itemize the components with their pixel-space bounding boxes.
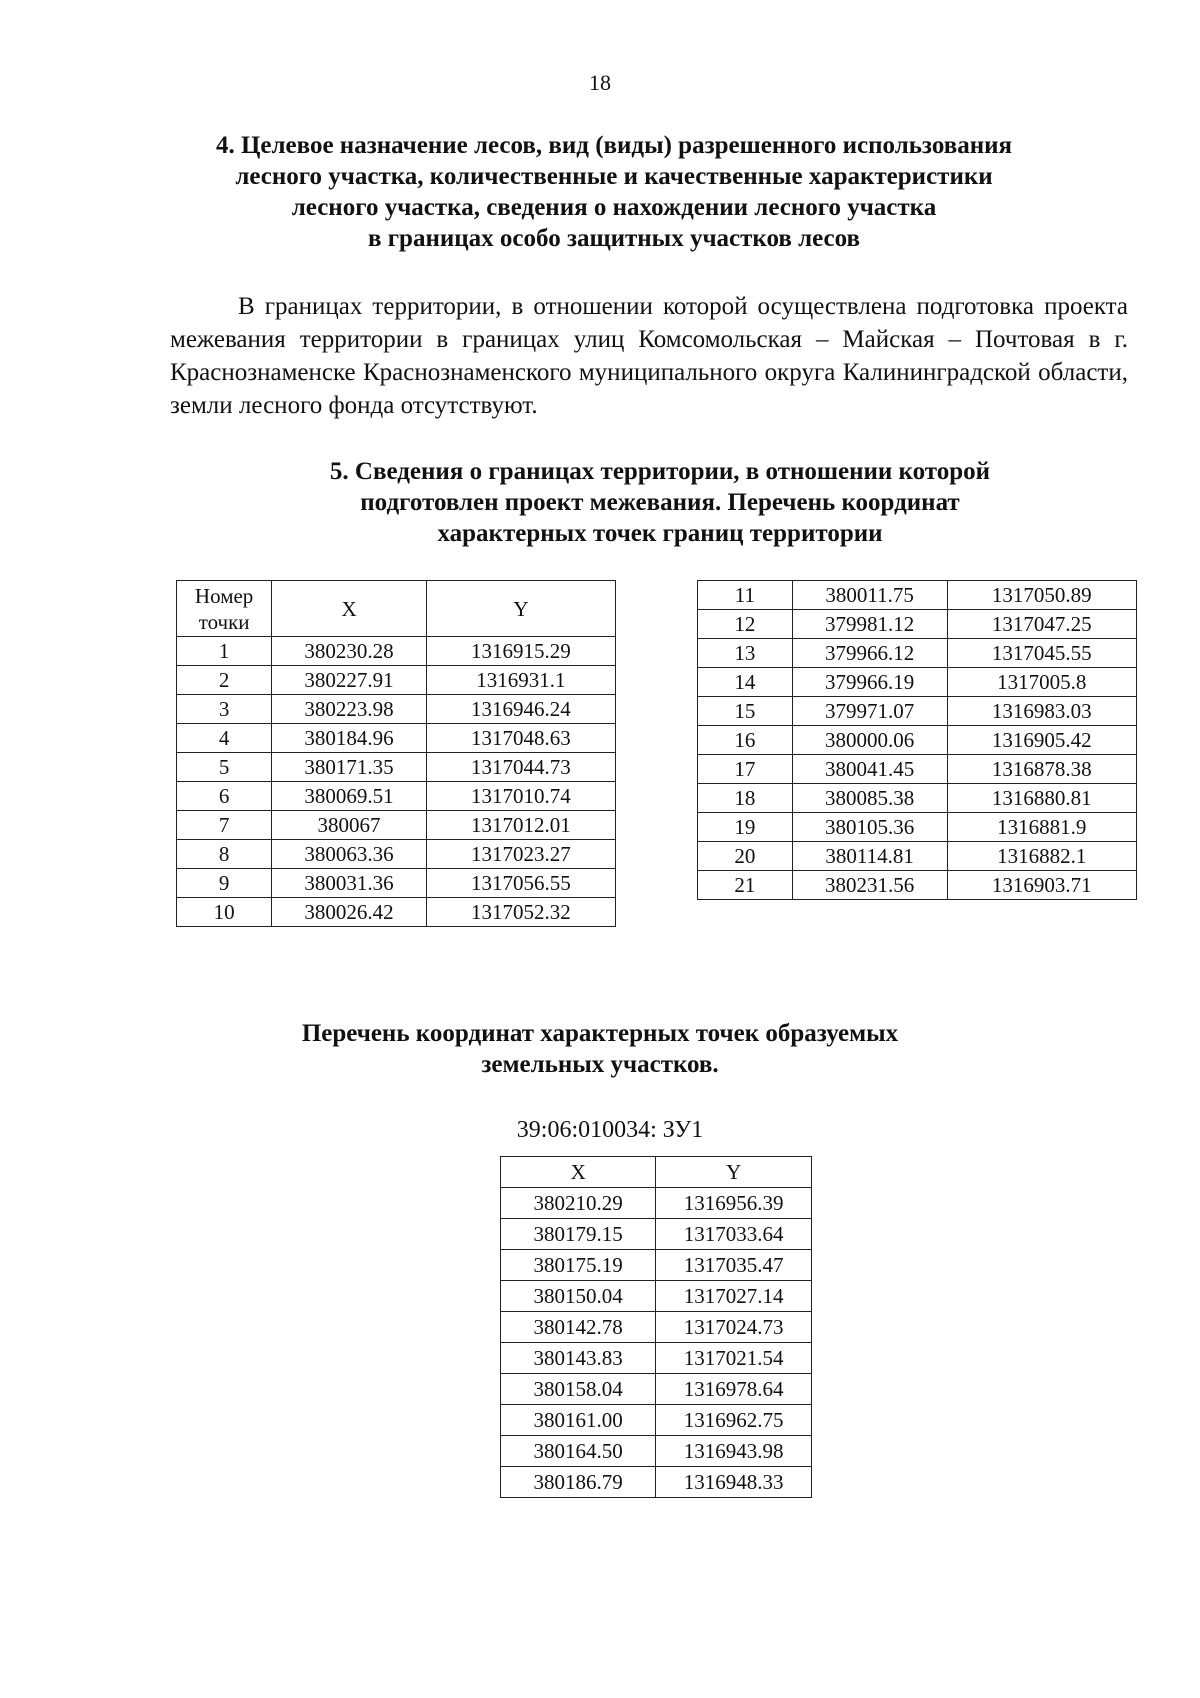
table-row xyxy=(501,1281,812,1312)
table-cell: 380150.04 xyxy=(501,1281,656,1312)
heading-line: лесного участка, сведения о нахождении лесного участка xyxy=(291,194,937,221)
table-cell: 1317048.63 xyxy=(426,724,615,753)
table-cell: 19 xyxy=(698,813,793,842)
table-cell: 379971.07 xyxy=(792,697,947,726)
table-row xyxy=(177,840,616,869)
table-row xyxy=(501,1374,812,1405)
table-cell: 1317044.73 xyxy=(426,753,615,782)
table-cell: 3 xyxy=(177,695,272,724)
heading-line: Перечень координат характерных точек образуемых xyxy=(301,1020,899,1047)
table-cell: 380011.75 xyxy=(792,581,947,610)
table-cell: 1317047.25 xyxy=(947,610,1136,639)
table-cell: 380085.38 xyxy=(792,784,947,813)
parcel-points-table xyxy=(500,1156,812,1498)
table-header-row xyxy=(177,581,616,637)
table-cell: 380161.00 xyxy=(501,1405,656,1436)
table-row xyxy=(501,1188,812,1219)
parcel-id: 39:06:010034: ЗУ1 xyxy=(516,1117,704,1143)
table-row xyxy=(698,697,1137,726)
table-cell: 11 xyxy=(698,581,793,610)
table-cell: 1317005.8 xyxy=(947,668,1136,697)
table-cell: 1317024.73 xyxy=(656,1312,812,1343)
table-cell: 1317021.54 xyxy=(656,1343,812,1374)
table-cell: 1316878.38 xyxy=(947,755,1136,784)
forest-land-paragraph: В границах территории, в отношении которой осуществлена подготовка проекта межевания территории в границах улиц Комсомольская – Майская – Почтовая в г. Краснознаменске Краснознаменского муниципального округа Калининградской области, земли лесного фонда отсутствуют. xyxy=(170,293,1128,419)
heading-line: в границах особо защитных участков лесов xyxy=(367,225,861,252)
table-cell: 380230.28 xyxy=(272,637,427,666)
heading-line: лесного участка, количественные и качественные характеристики xyxy=(235,163,993,190)
table-row xyxy=(698,610,1137,639)
table-row xyxy=(501,1250,812,1281)
table-cell: 20 xyxy=(698,842,793,871)
heading-line: 5. Сведения о границах территории, в отношении которой xyxy=(329,458,991,485)
table-cell: 380069.51 xyxy=(272,782,427,811)
table-cell: 1317012.01 xyxy=(426,811,615,840)
table-cell: 380031.36 xyxy=(272,869,427,898)
column-header-x: X xyxy=(272,581,427,637)
table-cell: 1317052.32 xyxy=(426,898,615,927)
column-header-y: Y xyxy=(656,1157,812,1188)
column-header-y: Y xyxy=(426,581,615,637)
table-cell: 380158.04 xyxy=(501,1374,656,1405)
table-cell: 380210.29 xyxy=(501,1188,656,1219)
table-cell: 379966.19 xyxy=(792,668,947,697)
table-row xyxy=(698,668,1137,697)
heading-line: земельных участков. xyxy=(481,1051,719,1078)
table-cell: 380067 xyxy=(272,811,427,840)
table-cell: 1316905.42 xyxy=(947,726,1136,755)
table-row xyxy=(698,784,1137,813)
table-cell: 12 xyxy=(698,610,793,639)
table-cell: 380184.96 xyxy=(272,724,427,753)
table-row xyxy=(177,811,616,840)
table-cell: 1316882.1 xyxy=(947,842,1136,871)
heading-line: 4. Целевое назначение лесов, вид (виды) разрешенного использования xyxy=(215,132,1013,159)
table-cell: 5 xyxy=(177,753,272,782)
table-cell: 9 xyxy=(177,869,272,898)
table-cell: 380231.56 xyxy=(792,871,947,900)
table-cell: 1316962.75 xyxy=(656,1405,812,1436)
table-row xyxy=(501,1312,812,1343)
table-cell: 380223.98 xyxy=(272,695,427,724)
table-cell: 7 xyxy=(177,811,272,840)
table-cell: 1 xyxy=(177,637,272,666)
table-header-row xyxy=(501,1157,812,1188)
table-cell: 380175.19 xyxy=(501,1250,656,1281)
table-row xyxy=(501,1436,812,1467)
table-cell: 1316915.29 xyxy=(426,637,615,666)
table-row xyxy=(177,869,616,898)
table-row xyxy=(501,1219,812,1250)
table-cell: 8 xyxy=(177,840,272,869)
table-cell: 18 xyxy=(698,784,793,813)
table-cell: 21 xyxy=(698,871,793,900)
table-row xyxy=(177,637,616,666)
table-cell: 380063.36 xyxy=(272,840,427,869)
table-cell: 380114.81 xyxy=(792,842,947,871)
table-row xyxy=(177,695,616,724)
table-cell: 380227.91 xyxy=(272,666,427,695)
table-row xyxy=(698,842,1137,871)
table-cell: 1317023.27 xyxy=(426,840,615,869)
table-cell: 1316948.33 xyxy=(656,1467,812,1498)
column-header-point-number: Номер точки xyxy=(177,581,272,637)
boundary-points-table-right xyxy=(697,580,1137,900)
table-cell: 1317045.55 xyxy=(947,639,1136,668)
table-row xyxy=(698,871,1137,900)
table-row xyxy=(698,813,1137,842)
table-cell: 1317033.64 xyxy=(656,1219,812,1250)
table-cell: 1316956.39 xyxy=(656,1188,812,1219)
section-5-heading xyxy=(0,456,1200,549)
parcels-heading xyxy=(0,1018,1200,1080)
table-cell: 1317050.89 xyxy=(947,581,1136,610)
table-cell: 380164.50 xyxy=(501,1436,656,1467)
table-cell: 1316983.03 xyxy=(947,697,1136,726)
table-cell: 1317027.14 xyxy=(656,1281,812,1312)
table-row xyxy=(177,724,616,753)
table-cell: 17 xyxy=(698,755,793,784)
table-row xyxy=(698,639,1137,668)
table-cell: 379981.12 xyxy=(792,610,947,639)
table-cell: 380026.42 xyxy=(272,898,427,927)
table-row xyxy=(177,898,616,927)
table-cell: 1316978.64 xyxy=(656,1374,812,1405)
heading-line: подготовлен проект межевания. Перечень координат xyxy=(360,489,960,516)
table-cell: 379966.12 xyxy=(792,639,947,668)
table-cell: 6 xyxy=(177,782,272,811)
table-cell: 1317010.74 xyxy=(426,782,615,811)
table-cell: 10 xyxy=(177,898,272,927)
table-row xyxy=(501,1405,812,1436)
table-cell: 380186.79 xyxy=(501,1467,656,1498)
table-cell: 4 xyxy=(177,724,272,753)
table-row xyxy=(501,1343,812,1374)
table-cell: 380000.06 xyxy=(792,726,947,755)
section-4-heading xyxy=(0,130,1200,254)
table-cell: 15 xyxy=(698,697,793,726)
table-cell: 1316903.71 xyxy=(947,871,1136,900)
table-cell: 380179.15 xyxy=(501,1219,656,1250)
table-row xyxy=(177,666,616,695)
table-cell: 1316946.24 xyxy=(426,695,615,724)
table-cell: 16 xyxy=(698,726,793,755)
table-row xyxy=(177,753,616,782)
table-cell: 1316880.81 xyxy=(947,784,1136,813)
table-cell: 1317035.47 xyxy=(656,1250,812,1281)
page-number: 18 xyxy=(589,70,611,95)
table-row xyxy=(177,782,616,811)
table-row xyxy=(501,1467,812,1498)
table-cell: 13 xyxy=(698,639,793,668)
table-cell: 380041.45 xyxy=(792,755,947,784)
table-cell: 14 xyxy=(698,668,793,697)
table-cell: 1316931.1 xyxy=(426,666,615,695)
table-cell: 1316881.9 xyxy=(947,813,1136,842)
table-row xyxy=(698,755,1137,784)
boundary-points-table-left xyxy=(176,580,616,927)
column-header-x: X xyxy=(501,1157,656,1188)
table-cell: 2 xyxy=(177,666,272,695)
table-cell: 380142.78 xyxy=(501,1312,656,1343)
heading-line: характерных точек границ территории xyxy=(437,520,883,547)
table-cell: 380143.83 xyxy=(501,1343,656,1374)
table-cell: 380105.36 xyxy=(792,813,947,842)
table-cell: 1317056.55 xyxy=(426,869,615,898)
table-cell: 1316943.98 xyxy=(656,1436,812,1467)
table-row xyxy=(698,726,1137,755)
table-row xyxy=(698,581,1137,610)
table-cell: 380171.35 xyxy=(272,753,427,782)
